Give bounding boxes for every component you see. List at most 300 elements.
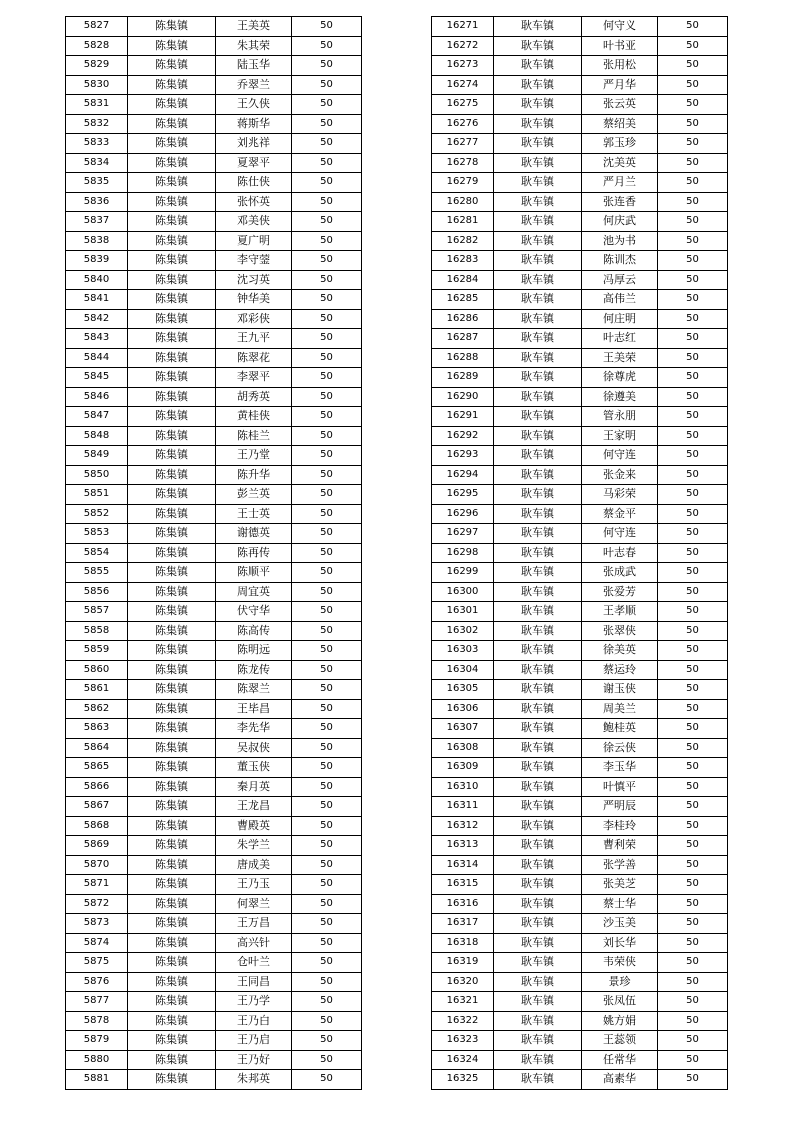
cell-name: 王万昌 [216, 914, 292, 934]
cell-id: 5837 [66, 212, 128, 232]
cell-name: 蔡绍美 [582, 114, 658, 134]
table-row [66, 485, 362, 505]
table-row [432, 797, 728, 817]
cell-name: 韦荣侠 [582, 953, 658, 973]
cell-amount: 50 [292, 524, 362, 544]
cell-name: 沈习英 [216, 270, 292, 290]
cell-town: 耿车镇 [494, 36, 582, 56]
table-row [432, 17, 728, 37]
table-row [66, 348, 362, 368]
cell-name: 张连香 [582, 192, 658, 212]
cell-amount: 50 [658, 368, 728, 388]
table-row [432, 251, 728, 271]
cell-town: 耿车镇 [494, 329, 582, 349]
table-row [432, 582, 728, 602]
cell-town: 耿车镇 [494, 972, 582, 992]
cell-name: 王乃好 [216, 1050, 292, 1070]
cell-name: 叶慎平 [582, 777, 658, 797]
cell-name: 陈仕侠 [216, 173, 292, 193]
cell-id: 16308 [432, 738, 494, 758]
cell-town: 耿车镇 [494, 192, 582, 212]
cell-town: 耿车镇 [494, 816, 582, 836]
cell-id: 16271 [432, 17, 494, 37]
cell-town: 陈集镇 [128, 309, 216, 329]
table-row [432, 680, 728, 700]
cell-town: 陈集镇 [128, 387, 216, 407]
cell-name: 陆玉华 [216, 56, 292, 76]
cell-name: 鲍桂英 [582, 719, 658, 739]
cell-amount: 50 [658, 75, 728, 95]
table-row [432, 758, 728, 778]
table-row [66, 524, 362, 544]
cell-town: 耿车镇 [494, 1011, 582, 1031]
cell-amount: 50 [292, 212, 362, 232]
cell-id: 5851 [66, 485, 128, 505]
table-row [66, 816, 362, 836]
cell-id: 16297 [432, 524, 494, 544]
cell-name: 张怀英 [216, 192, 292, 212]
cell-amount: 50 [292, 543, 362, 563]
cell-town: 陈集镇 [128, 504, 216, 524]
cell-name: 冯厚云 [582, 270, 658, 290]
cell-name: 马彩荣 [582, 485, 658, 505]
cell-id: 5852 [66, 504, 128, 524]
cell-id: 16315 [432, 875, 494, 895]
cell-amount: 50 [658, 719, 728, 739]
cell-name: 彭兰英 [216, 485, 292, 505]
cell-name: 陈翠兰 [216, 680, 292, 700]
cell-amount: 50 [292, 602, 362, 622]
cell-name: 何守连 [582, 524, 658, 544]
cell-id: 16293 [432, 446, 494, 466]
cell-amount: 50 [292, 699, 362, 719]
table-row [66, 836, 362, 856]
cell-town: 陈集镇 [128, 56, 216, 76]
cell-name: 王美英 [216, 17, 292, 37]
table-row [432, 231, 728, 251]
cell-amount: 50 [292, 192, 362, 212]
table-row [432, 777, 728, 797]
cell-id: 16304 [432, 660, 494, 680]
table-row [432, 816, 728, 836]
cell-amount: 50 [292, 641, 362, 661]
cell-name: 李守蓥 [216, 251, 292, 271]
cell-town: 陈集镇 [128, 758, 216, 778]
cell-amount: 50 [658, 836, 728, 856]
table-row [432, 524, 728, 544]
table-row [66, 602, 362, 622]
cell-town: 耿车镇 [494, 602, 582, 622]
cell-id: 5832 [66, 114, 128, 134]
table-row [432, 1050, 728, 1070]
table-row [66, 251, 362, 271]
cell-name: 何翠兰 [216, 894, 292, 914]
table-row [432, 348, 728, 368]
cell-id: 5880 [66, 1050, 128, 1070]
table-row [66, 543, 362, 563]
cell-id: 5850 [66, 465, 128, 485]
cell-id: 16316 [432, 894, 494, 914]
cell-amount: 50 [658, 875, 728, 895]
table-row [66, 17, 362, 37]
cell-id: 5835 [66, 173, 128, 193]
cell-town: 耿车镇 [494, 719, 582, 739]
cell-amount: 50 [658, 777, 728, 797]
cell-town: 陈集镇 [128, 36, 216, 56]
cell-id: 5878 [66, 1011, 128, 1031]
cell-amount: 50 [292, 134, 362, 154]
cell-amount: 50 [292, 251, 362, 271]
cell-town: 陈集镇 [128, 231, 216, 251]
cell-town: 耿车镇 [494, 290, 582, 310]
cell-name: 夏广明 [216, 231, 292, 251]
cell-name: 董玉侠 [216, 758, 292, 778]
cell-name: 曹利荣 [582, 836, 658, 856]
cell-amount: 50 [292, 173, 362, 193]
cell-town: 陈集镇 [128, 270, 216, 290]
cell-town: 陈集镇 [128, 1050, 216, 1070]
table-row [66, 719, 362, 739]
cell-amount: 50 [292, 36, 362, 56]
cell-name: 夏翠平 [216, 153, 292, 173]
cell-name: 李翠平 [216, 368, 292, 388]
cell-id: 5834 [66, 153, 128, 173]
cell-amount: 50 [658, 621, 728, 641]
cell-id: 16276 [432, 114, 494, 134]
cell-id: 5841 [66, 290, 128, 310]
table-row [66, 95, 362, 115]
table-row [66, 972, 362, 992]
cell-town: 耿车镇 [494, 134, 582, 154]
cell-name: 吴叔侠 [216, 738, 292, 758]
table-row [432, 309, 728, 329]
cell-town: 耿车镇 [494, 680, 582, 700]
cell-town: 陈集镇 [128, 836, 216, 856]
cell-amount: 50 [658, 914, 728, 934]
cell-id: 16274 [432, 75, 494, 95]
cell-amount: 50 [658, 231, 728, 251]
cell-id: 16299 [432, 563, 494, 583]
cell-name: 伏守华 [216, 602, 292, 622]
cell-id: 5843 [66, 329, 128, 349]
table-row [66, 75, 362, 95]
cell-name: 陈升华 [216, 465, 292, 485]
cell-town: 耿车镇 [494, 758, 582, 778]
cell-name: 朱学兰 [216, 836, 292, 856]
table-row [432, 329, 728, 349]
cell-town: 陈集镇 [128, 348, 216, 368]
table-row [432, 270, 728, 290]
cell-id: 16281 [432, 212, 494, 232]
cell-amount: 50 [292, 426, 362, 446]
cell-amount: 50 [658, 465, 728, 485]
cell-name: 陈训杰 [582, 251, 658, 271]
cell-amount: 50 [658, 1070, 728, 1090]
cell-id: 5855 [66, 563, 128, 583]
cell-town: 陈集镇 [128, 1011, 216, 1031]
table-row [432, 933, 728, 953]
cell-amount: 50 [292, 290, 362, 310]
table-row [432, 1070, 728, 1090]
table-row [66, 36, 362, 56]
cell-town: 耿车镇 [494, 153, 582, 173]
cell-amount: 50 [292, 777, 362, 797]
cell-amount: 50 [292, 660, 362, 680]
cell-name: 王孝顺 [582, 602, 658, 622]
cell-town: 陈集镇 [128, 426, 216, 446]
cell-town: 陈集镇 [128, 75, 216, 95]
cell-name: 蔡金平 [582, 504, 658, 524]
cell-id: 16278 [432, 153, 494, 173]
cell-amount: 50 [292, 563, 362, 583]
cell-name: 严月华 [582, 75, 658, 95]
cell-name: 高素华 [582, 1070, 658, 1090]
cell-name: 张金来 [582, 465, 658, 485]
table-row [66, 699, 362, 719]
table-row [66, 231, 362, 251]
table-row [432, 192, 728, 212]
cell-town: 陈集镇 [128, 95, 216, 115]
cell-amount: 50 [292, 56, 362, 76]
cell-id: 16309 [432, 758, 494, 778]
cell-name: 胡秀英 [216, 387, 292, 407]
cell-town: 耿车镇 [494, 1031, 582, 1051]
cell-amount: 50 [292, 914, 362, 934]
cell-id: 5872 [66, 894, 128, 914]
cell-town: 陈集镇 [128, 251, 216, 271]
table-row [66, 875, 362, 895]
table-row [432, 621, 728, 641]
cell-town: 耿车镇 [494, 75, 582, 95]
cell-amount: 50 [658, 953, 728, 973]
cell-name: 王乃玉 [216, 875, 292, 895]
cell-town: 耿车镇 [494, 914, 582, 934]
cell-amount: 50 [292, 855, 362, 875]
table-row [432, 1031, 728, 1051]
cell-name: 王蕊领 [582, 1031, 658, 1051]
cell-id: 16275 [432, 95, 494, 115]
table-row [66, 894, 362, 914]
table-row [432, 290, 728, 310]
cell-amount: 50 [658, 660, 728, 680]
cell-id: 5859 [66, 641, 128, 661]
cell-town: 陈集镇 [128, 719, 216, 739]
cell-town: 耿车镇 [494, 797, 582, 817]
table-row [66, 953, 362, 973]
cell-name: 何庆武 [582, 212, 658, 232]
cell-amount: 50 [658, 329, 728, 349]
cell-amount: 50 [292, 1031, 362, 1051]
cell-id: 5876 [66, 972, 128, 992]
cell-amount: 50 [658, 485, 728, 505]
cell-name: 陈桂兰 [216, 426, 292, 446]
cell-town: 陈集镇 [128, 446, 216, 466]
cell-id: 5831 [66, 95, 128, 115]
cell-amount: 50 [292, 875, 362, 895]
cell-amount: 50 [658, 114, 728, 134]
cell-town: 陈集镇 [128, 914, 216, 934]
cell-amount: 50 [292, 407, 362, 427]
cell-name: 徐云侠 [582, 738, 658, 758]
table-row [432, 173, 728, 193]
cell-town: 陈集镇 [128, 855, 216, 875]
cell-amount: 50 [292, 797, 362, 817]
table-row [66, 270, 362, 290]
table-row [66, 114, 362, 134]
cell-name: 管永朋 [582, 407, 658, 427]
cell-town: 耿车镇 [494, 894, 582, 914]
table-row [66, 914, 362, 934]
cell-name: 严月兰 [582, 173, 658, 193]
cell-town: 耿车镇 [494, 426, 582, 446]
cell-town: 耿车镇 [494, 524, 582, 544]
cell-amount: 50 [292, 17, 362, 37]
cell-id: 5865 [66, 758, 128, 778]
cell-town: 陈集镇 [128, 114, 216, 134]
table-row [432, 699, 728, 719]
cell-amount: 50 [292, 582, 362, 602]
cell-id: 5829 [66, 56, 128, 76]
cell-town: 陈集镇 [128, 641, 216, 661]
cell-id: 5881 [66, 1070, 128, 1090]
cell-name: 姚方娟 [582, 1011, 658, 1031]
cell-amount: 50 [658, 426, 728, 446]
table-row [66, 504, 362, 524]
cell-id: 16283 [432, 251, 494, 271]
cell-town: 耿车镇 [494, 173, 582, 193]
cell-id: 16324 [432, 1050, 494, 1070]
cell-amount: 50 [292, 758, 362, 778]
cell-id: 16289 [432, 368, 494, 388]
cell-name: 王毕昌 [216, 699, 292, 719]
cell-town: 陈集镇 [128, 563, 216, 583]
cell-amount: 50 [658, 563, 728, 583]
cell-amount: 50 [658, 407, 728, 427]
cell-town: 陈集镇 [128, 621, 216, 641]
cell-amount: 50 [292, 953, 362, 973]
cell-id: 16322 [432, 1011, 494, 1031]
table-row [66, 738, 362, 758]
cell-town: 耿车镇 [494, 875, 582, 895]
cell-name: 李玉华 [582, 758, 658, 778]
cell-town: 耿车镇 [494, 933, 582, 953]
table-row [432, 465, 728, 485]
cell-amount: 50 [292, 329, 362, 349]
cell-amount: 50 [292, 309, 362, 329]
cell-name: 蒋斯华 [216, 114, 292, 134]
cell-name: 叶志春 [582, 543, 658, 563]
cell-name: 周宜英 [216, 582, 292, 602]
cell-amount: 50 [658, 1011, 728, 1031]
cell-town: 耿车镇 [494, 543, 582, 563]
cell-town: 耿车镇 [494, 348, 582, 368]
cell-town: 耿车镇 [494, 309, 582, 329]
cell-amount: 50 [292, 75, 362, 95]
cell-town: 陈集镇 [128, 992, 216, 1012]
cell-name: 陈明远 [216, 641, 292, 661]
cell-name: 谢德英 [216, 524, 292, 544]
table-row [66, 368, 362, 388]
left-table-body [66, 17, 362, 1090]
cell-amount: 50 [658, 816, 728, 836]
cell-town: 陈集镇 [128, 1070, 216, 1090]
cell-name: 何庄明 [582, 309, 658, 329]
cell-id: 16285 [432, 290, 494, 310]
cell-amount: 50 [658, 992, 728, 1012]
cell-town: 陈集镇 [128, 933, 216, 953]
cell-id: 5861 [66, 680, 128, 700]
cell-town: 陈集镇 [128, 543, 216, 563]
cell-amount: 50 [658, 173, 728, 193]
cell-name: 王美荣 [582, 348, 658, 368]
cell-name: 王士英 [216, 504, 292, 524]
table-row [432, 407, 728, 427]
cell-name: 何守义 [582, 17, 658, 37]
cell-id: 5858 [66, 621, 128, 641]
cell-name: 王乃堂 [216, 446, 292, 466]
table-row [66, 426, 362, 446]
cell-amount: 50 [658, 504, 728, 524]
cell-amount: 50 [658, 309, 728, 329]
cell-town: 陈集镇 [128, 17, 216, 37]
cell-amount: 50 [658, 192, 728, 212]
cell-id: 5868 [66, 816, 128, 836]
cell-name: 李桂玲 [582, 816, 658, 836]
cell-amount: 50 [292, 231, 362, 251]
cell-id: 16286 [432, 309, 494, 329]
cell-name: 刘长华 [582, 933, 658, 953]
cell-id: 16313 [432, 836, 494, 856]
cell-id: 16320 [432, 972, 494, 992]
cell-name: 沙玉美 [582, 914, 658, 934]
cell-id: 5877 [66, 992, 128, 1012]
table-row [66, 680, 362, 700]
cell-town: 陈集镇 [128, 173, 216, 193]
cell-amount: 50 [658, 758, 728, 778]
cell-amount: 50 [658, 56, 728, 76]
cell-name: 池为书 [582, 231, 658, 251]
cell-id: 5842 [66, 309, 128, 329]
cell-amount: 50 [292, 465, 362, 485]
table-row [66, 1050, 362, 1070]
cell-id: 16273 [432, 56, 494, 76]
cell-name: 张美芝 [582, 875, 658, 895]
cell-id: 16323 [432, 1031, 494, 1051]
cell-id: 16284 [432, 270, 494, 290]
cell-amount: 50 [292, 933, 362, 953]
cell-name: 任常华 [582, 1050, 658, 1070]
cell-id: 5828 [66, 36, 128, 56]
cell-amount: 50 [658, 290, 728, 310]
cell-town: 耿车镇 [494, 17, 582, 37]
cell-amount: 50 [292, 972, 362, 992]
cell-id: 5870 [66, 855, 128, 875]
cell-amount: 50 [658, 270, 728, 290]
cell-id: 16294 [432, 465, 494, 485]
cell-id: 16317 [432, 914, 494, 934]
cell-name: 王久侠 [216, 95, 292, 115]
cell-amount: 50 [658, 134, 728, 154]
table-row [66, 134, 362, 154]
table-row [66, 1031, 362, 1051]
cell-town: 陈集镇 [128, 797, 216, 817]
table-row [432, 446, 728, 466]
cell-town: 陈集镇 [128, 212, 216, 232]
table-row [66, 329, 362, 349]
table-row [66, 446, 362, 466]
cell-id: 16306 [432, 699, 494, 719]
table-row [432, 114, 728, 134]
